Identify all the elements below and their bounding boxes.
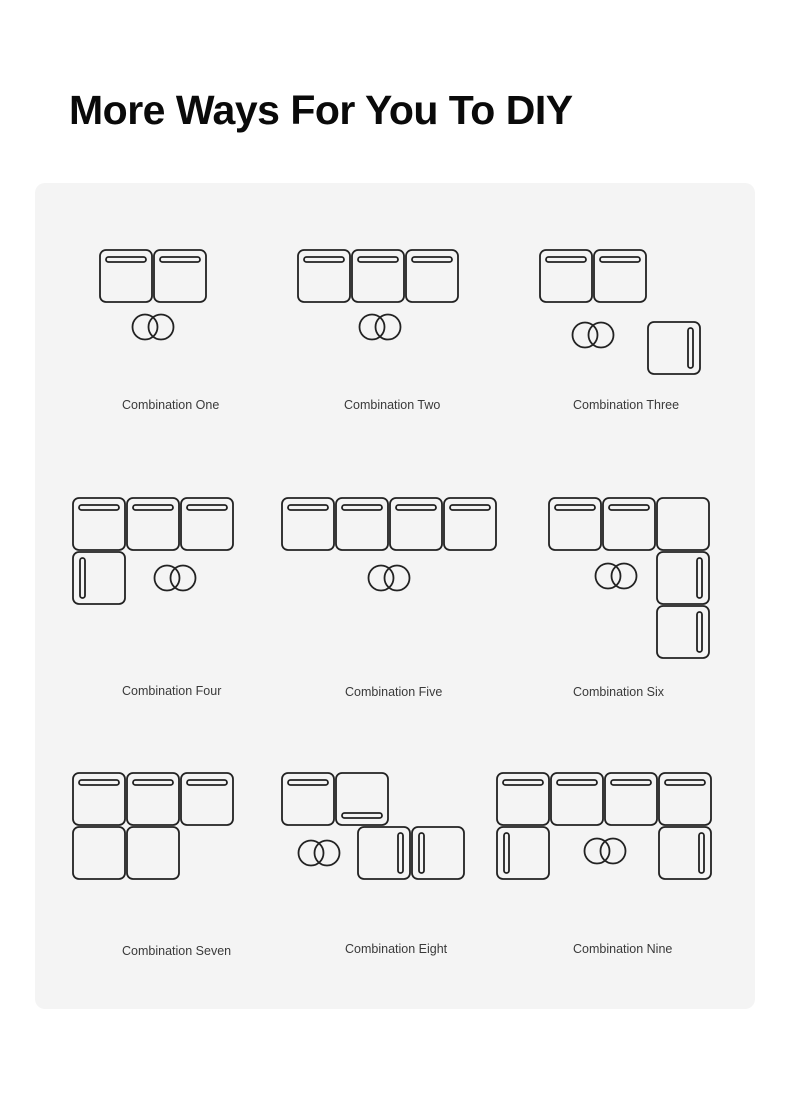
combination-one-label: Combination One xyxy=(122,398,220,412)
seat-backrest xyxy=(450,505,490,510)
seat-backrest xyxy=(504,833,509,873)
seat-backrest xyxy=(609,505,649,510)
seat-backrest xyxy=(133,780,173,785)
combination-nine-label: Combination Nine xyxy=(573,942,673,956)
ottoman-pouf xyxy=(315,841,340,866)
seat-backrest xyxy=(133,505,173,510)
seat-backrest xyxy=(288,505,328,510)
seat-backrest xyxy=(546,257,586,262)
sofa-seat-module xyxy=(73,827,125,879)
sofa-seat-module xyxy=(657,498,709,550)
seat-backrest xyxy=(665,780,705,785)
ottoman-pouf xyxy=(149,315,174,340)
ottoman-pouf xyxy=(601,839,626,864)
seat-backrest xyxy=(503,780,543,785)
seat-backrest xyxy=(555,505,595,510)
ottoman-pouf xyxy=(155,566,180,591)
seat-backrest xyxy=(611,780,651,785)
seat-backrest xyxy=(600,257,640,262)
ottoman-pouf xyxy=(299,841,324,866)
combination-eight-label: Combination Eight xyxy=(345,942,448,956)
seat-backrest xyxy=(697,612,702,652)
seat-backrest xyxy=(412,257,452,262)
sofa-seat-module xyxy=(127,827,179,879)
page-title: More Ways For You To DIY xyxy=(69,87,573,133)
seat-backrest xyxy=(79,780,119,785)
ottoman-pouf xyxy=(360,315,385,340)
seat-backrest xyxy=(557,780,597,785)
seat-backrest xyxy=(304,257,344,262)
seat-backrest xyxy=(398,833,403,873)
seat-backrest xyxy=(419,833,424,873)
ottoman-pouf xyxy=(589,323,614,348)
ottoman-pouf xyxy=(369,566,394,591)
ottoman-pouf xyxy=(585,839,610,864)
seat-backrest xyxy=(187,780,227,785)
combination-six-label: Combination Six xyxy=(573,685,665,699)
seat-backrest xyxy=(106,257,146,262)
ottoman-pouf xyxy=(376,315,401,340)
ottoman-pouf xyxy=(596,564,621,589)
seat-backrest xyxy=(79,505,119,510)
seat-backrest xyxy=(288,780,328,785)
ottoman-pouf xyxy=(133,315,158,340)
ottoman-pouf xyxy=(573,323,598,348)
combination-three-label: Combination Three xyxy=(573,398,680,412)
seat-backrest xyxy=(396,505,436,510)
seat-backrest xyxy=(697,558,702,598)
combination-five-label: Combination Five xyxy=(345,685,443,699)
seat-backrest xyxy=(699,833,704,873)
combination-seven-label: Combination Seven xyxy=(122,944,232,958)
combination-two-label: Combination Two xyxy=(344,398,441,412)
ottoman-pouf xyxy=(612,564,637,589)
seat-backrest xyxy=(688,328,693,368)
seat-backrest xyxy=(80,558,85,598)
ottoman-pouf xyxy=(385,566,410,591)
seat-backrest xyxy=(342,813,382,818)
combination-four-label: Combination Four xyxy=(122,684,222,698)
seat-backrest xyxy=(160,257,200,262)
seat-backrest xyxy=(342,505,382,510)
seat-backrest xyxy=(358,257,398,262)
seat-backrest xyxy=(187,505,227,510)
ottoman-pouf xyxy=(171,566,196,591)
